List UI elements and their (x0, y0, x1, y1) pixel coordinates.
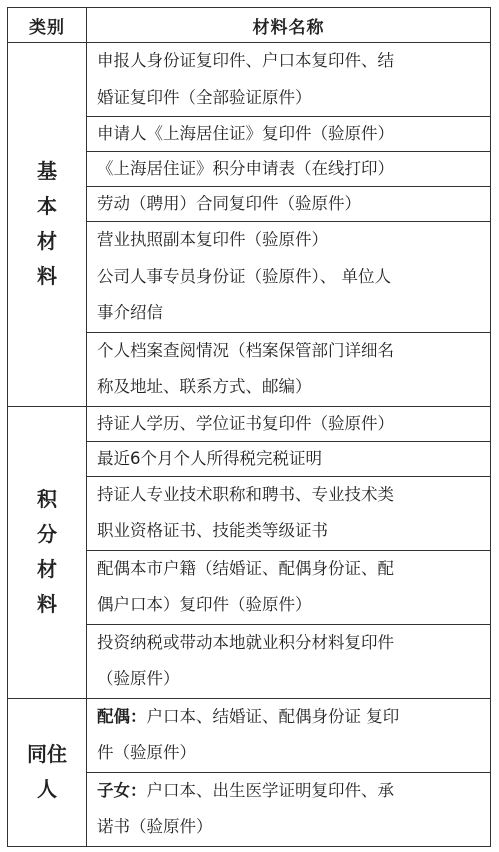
item-line (97, 773, 482, 810)
item-line: 个人档案查阅情况（档案保管部门详细名 (97, 340, 394, 360)
category-cohabitant (8, 698, 87, 846)
material-item (87, 187, 491, 222)
item-line: 最近6个月个人所得税完税证明 (97, 448, 322, 468)
category-char: 本 (37, 194, 57, 219)
material-item (87, 406, 491, 441)
item-label: 配偶： (97, 706, 147, 726)
table-row (8, 43, 491, 117)
category-char: 人 (37, 777, 57, 801)
item-line: 件（验原件） (97, 743, 196, 762)
item-line: 申报人身份证复印件、户口本复印件、结 (97, 51, 394, 70)
item-text: 户口本、结婚证、配偶身份证 复印 (146, 706, 400, 726)
material-item (87, 117, 491, 152)
header-category: 类别 (8, 8, 87, 43)
item-line: 配偶本市户籍（结婚证、配偶身份证、配 (97, 558, 394, 578)
material-item (87, 222, 491, 333)
category-char: 材 (37, 557, 57, 581)
item-line: 婚证复印件（全部验证原件） (97, 87, 312, 107)
item-line: 偶户口本）复印件（验原件） (97, 595, 312, 614)
item-line: 申请人《上海居住证》复印件（验原件） (97, 124, 394, 143)
header-material: 材料名称 (87, 8, 491, 43)
category-char: 料 (37, 264, 57, 289)
category-basic (8, 43, 87, 407)
item-label: 子女： (97, 780, 147, 800)
item-line: 公司人事专员身份证（验原件）、 单位人 (97, 266, 391, 286)
category-char: 积 (37, 487, 57, 511)
category-char: 料 (37, 592, 57, 616)
category-char: 材 (37, 229, 57, 254)
item-line: 《上海居住证》积分申请表（在线打印） (97, 159, 394, 178)
item-line: 劳动（聘用）合同复印件（验原件） (97, 194, 361, 213)
category-char: 分 (37, 522, 57, 546)
material-item (87, 152, 491, 187)
item-line: 营业执照副本复印件（验原件） (97, 230, 328, 249)
category-char: 基 (37, 159, 57, 184)
material-item (87, 332, 491, 406)
item-line: 事介绍信 (97, 303, 163, 322)
material-item (87, 624, 491, 698)
table-header-row (8, 8, 491, 43)
material-item (87, 772, 491, 846)
item-text: 户口本、出生医学证明复印件、承 (146, 780, 394, 800)
material-item (87, 550, 491, 624)
item-line: 职业资格证书、技能类等级证书 (97, 521, 328, 540)
item-line (97, 699, 482, 736)
category-char: 同住 (27, 742, 67, 766)
material-item (87, 43, 491, 117)
item-line: 投资纳税或带动本地就业积分材料复印件 (97, 632, 394, 652)
material-item (87, 698, 491, 772)
material-item (87, 476, 491, 550)
item-line: 诺书（验原件） (97, 817, 213, 836)
table-row (8, 406, 491, 441)
materials-table (7, 7, 491, 847)
table-row (8, 698, 491, 772)
item-line: 持证人学历、学位证书复印件（验原件） (97, 413, 394, 433)
item-line: 持证人专业技术职称和聘书、专业技术类 (97, 484, 394, 504)
item-line: 称及地址、联系方式、邮编） (97, 377, 312, 396)
material-item (87, 441, 491, 476)
category-points (8, 406, 87, 698)
item-line: （验原件） (97, 669, 180, 688)
